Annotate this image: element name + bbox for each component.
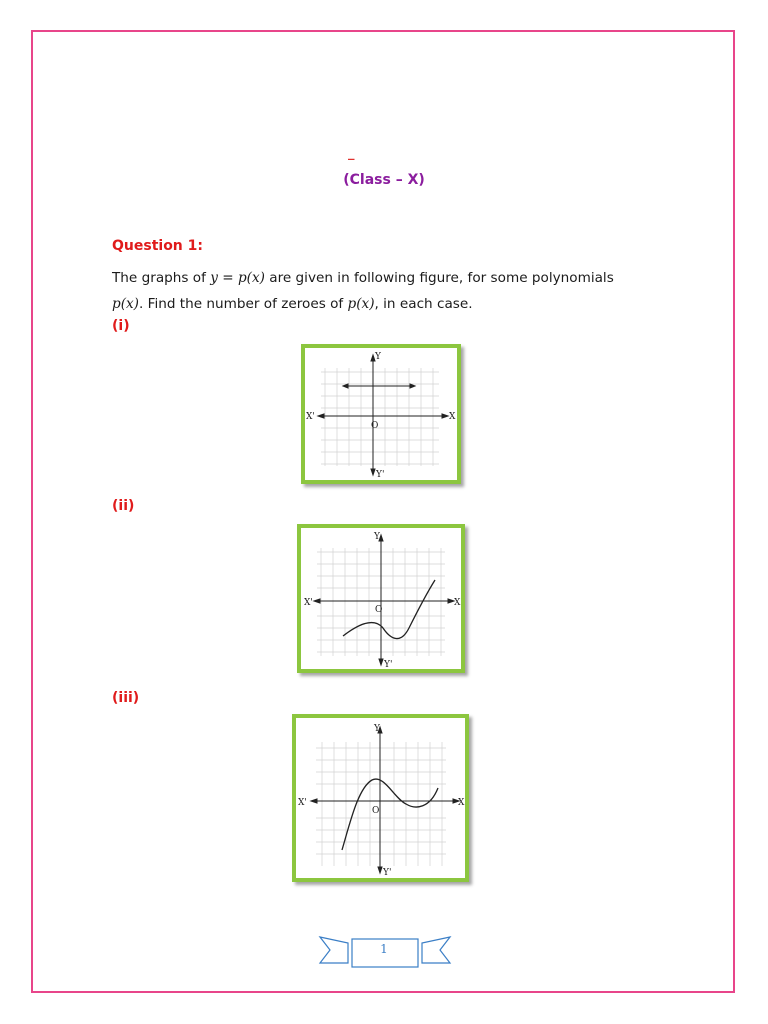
axis-label-x-neg: X': [306, 412, 315, 422]
graph-i-curve: [343, 384, 415, 388]
part-label-iii: (iii): [112, 690, 140, 706]
class-title: (Class – X): [343, 172, 425, 188]
axis-label-y: Y: [374, 532, 380, 542]
graph-iii-svg: [296, 718, 465, 878]
question-text-part: . Find the number of zeroes of: [138, 296, 348, 312]
graph-ii-svg: [301, 528, 461, 669]
origin-label: O: [372, 806, 380, 816]
graph-iii-curve: [342, 779, 438, 850]
question-text-part: , in each case.: [374, 296, 473, 312]
axis-label-y-neg: Y': [376, 470, 385, 480]
page-number: 1: [380, 942, 388, 956]
part-label-i: (i): [112, 318, 130, 334]
origin-label: O: [375, 605, 383, 615]
question-text-part: The graphs of: [112, 270, 211, 286]
axis-label-x-neg: X': [304, 598, 313, 608]
header-dash: _: [348, 146, 355, 161]
question-text: [112, 265, 672, 317]
graph-figure-iii: [292, 714, 469, 882]
axis-label-y-neg: Y': [383, 868, 392, 878]
question-text-part: are given in following figure, for some polynomials: [264, 270, 614, 286]
axis-label-x: X: [458, 798, 465, 808]
math-expression: p(x): [347, 296, 375, 312]
graph-i-svg: [305, 348, 457, 480]
origin-label: O: [371, 421, 379, 431]
axis-label-x-neg: X': [298, 798, 307, 808]
question-heading: Question 1:: [112, 238, 203, 254]
math-expression: p(x): [112, 296, 139, 312]
part-label-ii: (ii): [112, 498, 135, 514]
math-expression: y = p(x): [210, 270, 265, 286]
axis-label-y: Y: [374, 724, 380, 734]
axis-label-y: Y: [375, 352, 381, 362]
axis-label-x: X: [449, 412, 456, 422]
axis-label-x: X: [454, 598, 461, 608]
axis-label-y-neg: Y': [384, 660, 393, 669]
graph-figure-i: [301, 344, 461, 484]
graph-figure-ii: [297, 524, 465, 673]
